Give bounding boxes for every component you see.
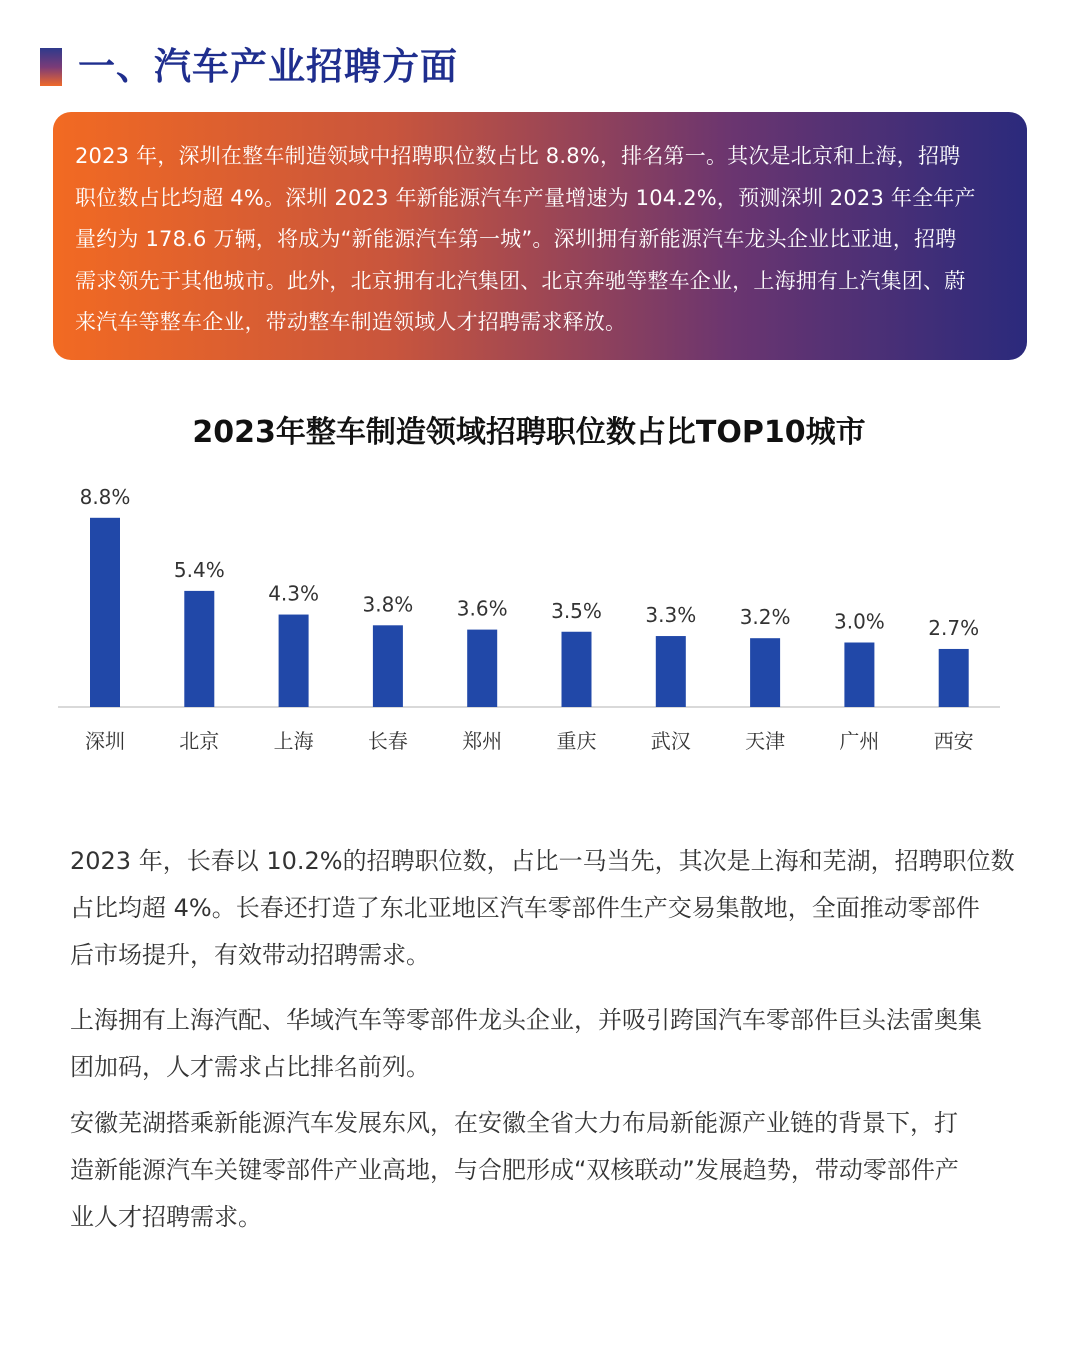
data-label: 5.4%	[173, 557, 225, 582]
data-label: 2.7%	[928, 615, 980, 640]
category-label: 长春	[367, 729, 408, 753]
category-label: 广州	[839, 729, 880, 753]
chart-title: 2023年整车制造领域招聘职位数占比TOP10城市	[192, 415, 866, 450]
intro-line: 量约为 178.6 万辆，将成为“新能源汽车第一城”。深圳拥有新能源汽车龙头企业比亚迪，招聘	[75, 227, 957, 251]
section-title: 一、汽车产业招聘方面	[78, 45, 458, 88]
body-line: 后市场提升，有效带动招聘需求。	[70, 941, 430, 969]
body-line: 安徽芜湖搭乘新能源汽车发展东风，在安徽全省大力布局新能源产业链的背景下，打	[70, 1109, 958, 1137]
body-paragraph-3	[70, 1100, 959, 1241]
category-label: 深圳	[85, 729, 125, 753]
intro-line: 需求领先于其他城市。此外，北京拥有北汽集团、北京奔驰等整车企业，上海拥有上汽集团、蔚	[75, 268, 966, 293]
bar-北京	[184, 591, 214, 707]
body-paragraph-2	[70, 997, 982, 1091]
intro-box	[53, 112, 1027, 360]
bar-重庆	[562, 632, 592, 707]
body-line: 占比均超 4%。长春还打造了东北亚地区汽车零部件生产交易集散地，全面推动零部件	[70, 894, 980, 922]
body-line: 上海拥有上海汽配、华域汽车等零部件龙头企业，并吸引跨国汽车零部件巨头法雷奥集	[70, 1006, 982, 1034]
data-label: 3.5%	[551, 598, 602, 623]
intro-text	[75, 136, 1005, 344]
data-label: 3.0%	[833, 609, 885, 634]
bar-郑州	[467, 630, 497, 707]
body-line: 2023 年，长春以 10.2%的招聘职位数，占比一马当先，其次是上海和芜湖，招聘职位数	[70, 847, 1015, 875]
bar-长春	[373, 625, 403, 707]
data-label: 3.6%	[456, 596, 508, 621]
bar-广州	[844, 643, 874, 708]
category-label: 郑州	[462, 729, 503, 753]
category-label: 西安	[933, 729, 974, 753]
data-label: 3.2%	[739, 605, 791, 630]
intro-line: 2023 年，深圳在整车制造领域中招聘职位数占比 8.8%，排名第一。其次是北京和上海，招聘	[75, 144, 961, 168]
section-header	[40, 47, 458, 87]
bar-上海	[279, 615, 309, 707]
body-line: 造新能源汽车关键零部件产业高地，与合肥形成“双核联动”发展趋势，带动零部件产	[70, 1156, 959, 1184]
category-label: 天津	[745, 729, 786, 753]
bar-深圳	[90, 518, 120, 707]
category-label: 武汉	[650, 729, 691, 753]
category-label: 上海	[273, 729, 314, 753]
bar-武汉	[656, 636, 686, 707]
section-accent-bar	[40, 48, 62, 86]
bar-chart	[40, 470, 1040, 770]
data-label: 3.3%	[645, 603, 697, 628]
category-label: 重庆	[556, 729, 597, 753]
body-line: 业人才招聘需求。	[70, 1203, 262, 1231]
body-paragraph-1	[70, 838, 1015, 979]
intro-line: 职位数占比均超 4%。深圳 2023 年新能源汽车产量增速为 104.2%，预测深圳 2023 年全年产	[75, 185, 976, 210]
intro-line: 来汽车等整车企业，带动整车制造领域人才招聘需求释放。	[75, 310, 627, 334]
data-label: 3.8%	[362, 592, 414, 617]
bar-天津	[750, 638, 780, 707]
data-label: 8.8%	[79, 484, 131, 509]
data-label: 4.3%	[268, 581, 320, 606]
bar-西安	[939, 649, 969, 707]
category-label: 北京	[179, 729, 220, 753]
body-line: 团加码，人才需求占比排名前列。	[70, 1053, 430, 1081]
